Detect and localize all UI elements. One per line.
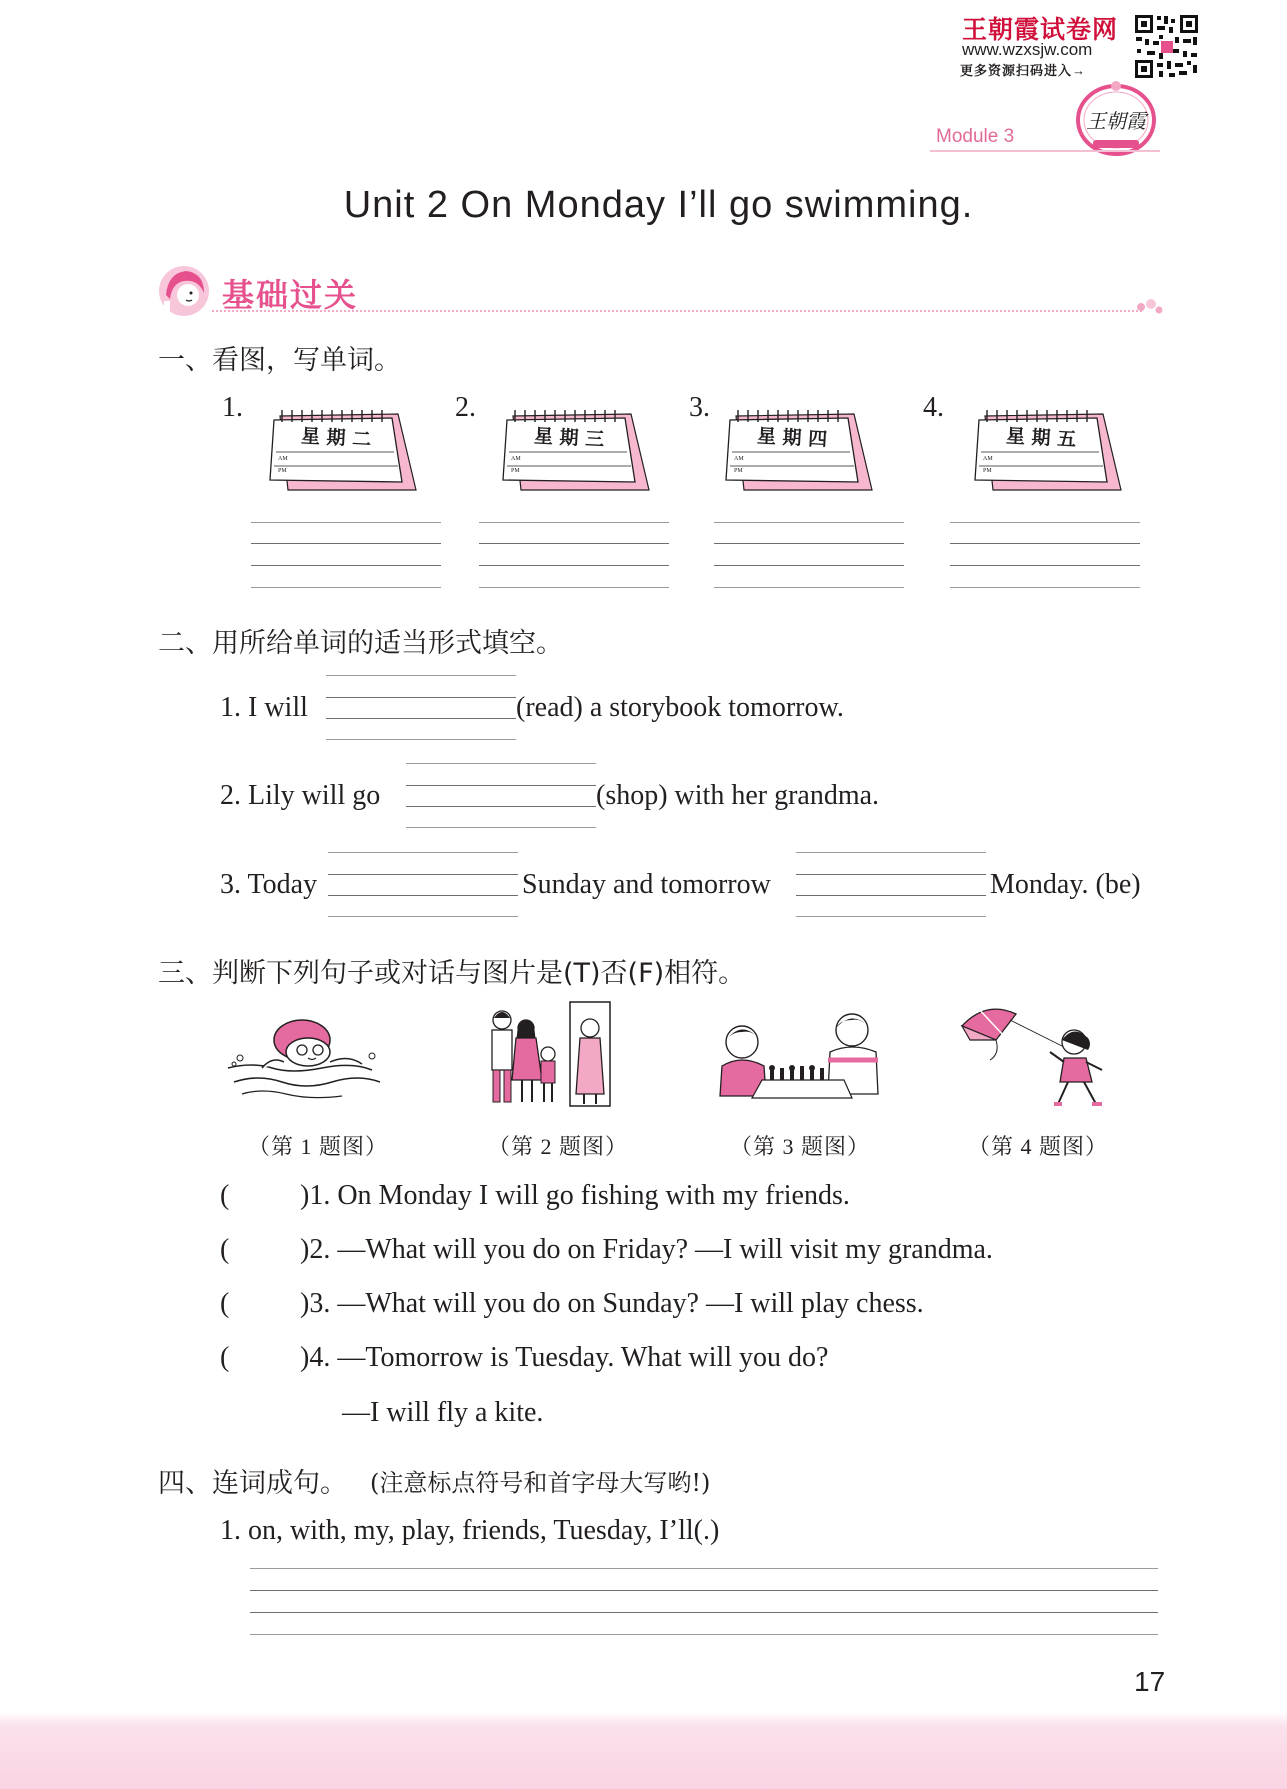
fill-blank[interactable] (406, 763, 596, 827)
s2-sentence-3-end: Monday. (be) (990, 869, 1141, 900)
desk-calendar-icon (499, 400, 651, 500)
section-badge-label: 基础过关 (222, 277, 359, 313)
s1-item-number: 4. (923, 392, 944, 423)
section4-note: (注意标点符号和首字母大写哟!) (370, 1469, 711, 1497)
decorative-dots-icon (1135, 297, 1165, 317)
answer-writing-lines[interactable] (950, 522, 1140, 588)
brand-name: 王朝霞试卷网 (962, 16, 1119, 44)
brand-url[interactable]: www.wzxsjw.com (962, 40, 1093, 59)
s2-sentence-3-start: 3. Today (220, 869, 318, 900)
svg-text:AM: AM (734, 456, 744, 462)
svg-text:PM: PM (983, 468, 992, 474)
answer-writing-lines[interactable] (250, 1568, 1158, 1636)
badge-dotted-rule (212, 310, 1142, 312)
answer-writing-lines[interactable] (251, 522, 441, 588)
section3-heading: 三、判断下列句子或对话与图片是(T)否(F)相符。 (158, 958, 746, 989)
fill-blank[interactable] (796, 852, 986, 916)
desk-calendar-icon (971, 400, 1123, 500)
tf-statement: )2. —What will you do on Friday? —I will visit my grandma. (300, 1234, 993, 1265)
picture-caption: （第 3 题图） (730, 1134, 871, 1159)
family-visit-picture (484, 998, 616, 1110)
girl-avatar-icon (158, 265, 210, 317)
tf-statement: )3. —What will you do on Sunday? —I will play chess. (300, 1288, 924, 1319)
svg-text:PM: PM (734, 468, 743, 474)
brand-seal-logo (1073, 78, 1159, 158)
flying-kite-picture (956, 1000, 1116, 1112)
svg-text:AM: AM (511, 456, 521, 462)
tf-answer-paren[interactable]: ( (220, 1180, 230, 1211)
qr-code-icon[interactable] (1133, 13, 1200, 80)
module-underline (930, 150, 1160, 152)
s2-sentence-2-end: (shop) with her grandma. (596, 780, 880, 811)
tf-statement-continuation: —I will fly a kite. (342, 1397, 544, 1428)
fill-blank[interactable] (326, 675, 516, 739)
s2-sentence-1-start: 1. I will (220, 692, 308, 723)
picture-caption: （第 1 题图） (248, 1134, 389, 1159)
picture-caption: （第 2 题图） (488, 1134, 629, 1159)
playing-chess-picture (712, 1010, 888, 1110)
section2-heading: 二、用所给单词的适当形式填空。 (158, 628, 563, 659)
s1-item-number: 1. (222, 392, 243, 423)
s2-sentence-3-middle: Sunday and tomorrow (522, 869, 771, 900)
svg-text:PM: PM (278, 468, 287, 474)
answer-writing-lines[interactable] (714, 522, 904, 588)
picture-caption: （第 4 题图） (968, 1134, 1109, 1159)
svg-text:PM: PM (511, 468, 520, 474)
desk-calendar-icon (722, 400, 874, 500)
svg-text:王朝霞: 王朝霞 (1086, 109, 1146, 133)
tf-statement: )4. —Tomorrow is Tuesday. What will you do? (300, 1342, 829, 1373)
module-label: Module 3 (936, 126, 1015, 147)
s1-item-number: 2. (455, 392, 476, 423)
section4-heading: 四、连词成句。 (158, 1468, 347, 1499)
fill-blank[interactable] (328, 852, 518, 916)
tf-answer-paren[interactable]: ( (220, 1288, 230, 1319)
s1-item-number: 3. (689, 392, 710, 423)
swimming-boy-picture (222, 1012, 388, 1112)
s2-sentence-2-start: 2. Lily will go (220, 780, 381, 811)
page-number: 17 (1134, 1666, 1166, 1697)
s2-sentence-1-end: (read) a storybook tomorrow. (516, 692, 844, 723)
desk-calendar-icon (266, 400, 418, 500)
section1-heading: 一、看图，写单词。 (158, 345, 401, 376)
svg-text:AM: AM (983, 456, 993, 462)
bottom-pink-band (0, 1712, 1287, 1789)
calendar-day-label: 星 期 三 (533, 425, 605, 451)
calendar-day-label: 星 期 四 (756, 425, 828, 451)
tf-answer-paren[interactable]: ( (220, 1234, 230, 1265)
tf-answer-paren[interactable]: ( (220, 1342, 230, 1373)
calendar-day-label: 星 期 二 (300, 425, 372, 451)
svg-text:AM: AM (278, 456, 288, 462)
s4-question-1: 1. on, with, my, play, friends, Tuesday, I’ll(.) (220, 1515, 720, 1546)
unit-title: Unit 2 On Monday I’ll go swimming. (343, 184, 974, 226)
brand-more-text: 更多资源扫码进入→ (960, 63, 1087, 78)
answer-writing-lines[interactable] (479, 522, 669, 588)
tf-statement: )1. On Monday I will go fishing with my friends. (300, 1180, 850, 1211)
calendar-day-label: 星 期 五 (1005, 425, 1077, 451)
